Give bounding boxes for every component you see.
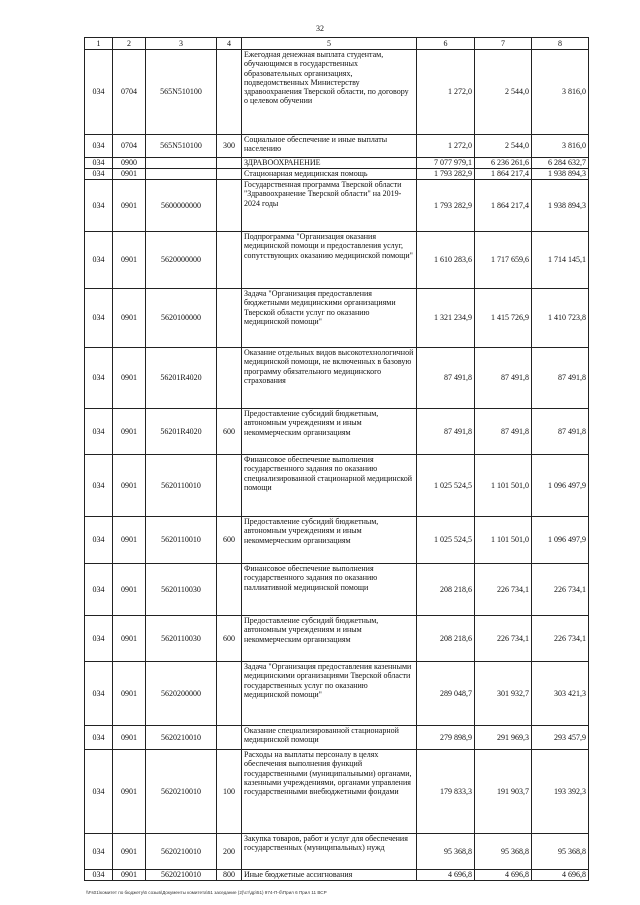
cell-ministry: 034 [85,50,113,135]
cell-section: 0704 [113,135,146,158]
cell-amount-1: 1 025 524,5 [417,455,475,517]
table-row [85,158,589,169]
cell-ministry: 034 [85,135,113,158]
cell-amount-1: 95 368,8 [417,834,475,870]
header-cell: 3 [146,38,217,50]
cell-ministry: 034 [85,455,113,517]
cell-description: ЗДРАВООХРАНЕНИЕ [242,158,417,169]
cell-section: 0900 [113,158,146,169]
cell-section: 0901 [113,662,146,726]
cell-ministry: 034 [85,870,113,881]
cell-amount-1: 1 793 282,9 [417,180,475,232]
cell-amount-3: 4 696,8 [532,870,589,881]
cell-expense-type [217,289,242,348]
cell-amount-3: 87 491,8 [532,409,589,455]
cell-target-article: 565N510100 [146,50,217,135]
cell-amount-2: 301 932,7 [475,662,532,726]
cell-amount-3: 87 491,8 [532,348,589,409]
cell-description: Закупка товаров, работ и услуг для обеспечения государственных (муниципальных) нужд [242,834,417,870]
cell-amount-3: 95 368,8 [532,834,589,870]
cell-section: 0901 [113,616,146,662]
cell-amount-3: 1 938 894,3 [532,169,589,180]
cell-expense-type: 100 [217,750,242,834]
cell-amount-3: 3 816,0 [532,50,589,135]
cell-amount-3: 293 457,9 [532,726,589,750]
cell-amount-2: 291 969,3 [475,726,532,750]
cell-amount-2: 87 491,8 [475,348,532,409]
cell-amount-3: 3 816,0 [532,135,589,158]
table-row [85,564,589,616]
cell-ministry: 034 [85,409,113,455]
cell-amount-2: 4 696,8 [475,870,532,881]
cell-target-article: 5620000000 [146,232,217,289]
table-row [85,232,589,289]
header-cell: 2 [113,38,146,50]
cell-target-article: 5620110010 [146,455,217,517]
cell-description: Социальное обеспечение и иные выплаты населению [242,135,417,158]
cell-target-article [146,158,217,169]
cell-expense-type: 300 [217,135,242,158]
cell-expense-type: 200 [217,834,242,870]
file-path-footer: \\Fs01\комитет по бюджету\6 созыв\Документы комитета\51 заседание (2)\ст\др\51) 974-П-б\Прил 6 Прил 11 ВСР [86,890,327,895]
cell-amount-2: 1 864 217,4 [475,180,532,232]
cell-amount-1: 87 491,8 [417,409,475,455]
cell-section: 0901 [113,289,146,348]
cell-expense-type [217,726,242,750]
cell-target-article: 5620110010 [146,517,217,564]
cell-amount-1: 279 898,9 [417,726,475,750]
cell-amount-3: 6 284 632,7 [532,158,589,169]
cell-amount-2: 1 101 501,0 [475,517,532,564]
cell-amount-1: 289 048,7 [417,662,475,726]
cell-description: Иные бюджетные ассигнования [242,870,417,881]
cell-ministry: 034 [85,750,113,834]
cell-amount-1: 1 321 234,9 [417,289,475,348]
cell-expense-type: 600 [217,517,242,564]
table-row [85,50,589,135]
cell-amount-1: 208 218,6 [417,616,475,662]
table-row [85,169,589,180]
cell-target-article: 5600000000 [146,180,217,232]
table-row [85,750,589,834]
cell-amount-2: 226 734,1 [475,616,532,662]
cell-target-article: 56201R4020 [146,409,217,455]
cell-amount-2: 1 101 501,0 [475,455,532,517]
cell-description: Государственная программа Тверской области "Здравоохранение Тверской области" на 2019-2024 годы [242,180,417,232]
cell-target-article: 5620200000 [146,662,217,726]
cell-amount-1: 1 793 282,9 [417,169,475,180]
header-cell: 8 [532,38,589,50]
cell-section: 0901 [113,726,146,750]
cell-amount-1: 208 218,6 [417,564,475,616]
cell-ministry: 034 [85,180,113,232]
header-cell: 5 [242,38,417,50]
cell-ministry: 034 [85,232,113,289]
cell-expense-type: 600 [217,616,242,662]
cell-section: 0901 [113,750,146,834]
cell-ministry: 034 [85,726,113,750]
cell-amount-2: 95 368,8 [475,834,532,870]
cell-description: Задача "Организация предоставления бюджетными медицинскими организациями Тверской области услуг по оказанию медицинской помощи" [242,289,417,348]
cell-expense-type [217,169,242,180]
cell-target-article: 565N510100 [146,135,217,158]
cell-ministry: 034 [85,517,113,564]
table-row [85,135,589,158]
cell-amount-2: 6 236 261,6 [475,158,532,169]
cell-target-article: 56201R4020 [146,348,217,409]
cell-section: 0901 [113,517,146,564]
cell-amount-3: 1 938 894,3 [532,180,589,232]
cell-ministry: 034 [85,169,113,180]
cell-section: 0901 [113,232,146,289]
cell-expense-type [217,232,242,289]
header-cell: 4 [217,38,242,50]
cell-section: 0901 [113,348,146,409]
table-row [85,662,589,726]
cell-section: 0704 [113,50,146,135]
cell-description: Финансовое обеспечение выполнения государственного задания по оказанию специализированной стационарной медицинской помощи [242,455,417,517]
cell-ministry: 034 [85,616,113,662]
table-row [85,726,589,750]
cell-expense-type [217,158,242,169]
table-row [85,409,589,455]
header-row [85,38,589,50]
cell-description: Стационарная медицинская помощь [242,169,417,180]
cell-description: Задача "Организация предоставления казенными медицинскими организациями Тверской области государственных услуг по оказанию медицинской помощи" [242,662,417,726]
table-row [85,616,589,662]
cell-description: Предоставление субсидий бюджетным, автономным учреждениям и иным некоммерческим организациям [242,517,417,564]
cell-expense-type [217,662,242,726]
cell-amount-2: 191 903,7 [475,750,532,834]
cell-description: Ежегодная денежная выплата студентам, обучающимся в государственных образовательных организациях, подведомственных Министерству здравоохранения Тверской области, по договору о целевом обучении [242,50,417,135]
cell-expense-type: 600 [217,409,242,455]
cell-amount-3: 303 421,3 [532,662,589,726]
cell-target-article: 5620110030 [146,564,217,616]
cell-amount-3: 1 714 145,1 [532,232,589,289]
cell-section: 0901 [113,180,146,232]
header-cell: 1 [85,38,113,50]
cell-amount-3: 1 096 497,9 [532,517,589,564]
cell-amount-2: 2 544,0 [475,50,532,135]
header-cell: 7 [475,38,532,50]
cell-description: Оказание отдельных видов высокотехнологичной медицинской помощи, не включенных в базовую программу обязательного медицинского страхования [242,348,417,409]
table-row [85,870,589,881]
cell-amount-3: 1 410 723,8 [532,289,589,348]
cell-amount-3: 193 392,3 [532,750,589,834]
cell-amount-2: 226 734,1 [475,564,532,616]
cell-expense-type [217,455,242,517]
cell-description: Финансовое обеспечение выполнения государственного задания по оказанию паллиативной медицинской помощи [242,564,417,616]
table-row [85,348,589,409]
budget-table [84,37,589,881]
cell-ministry: 034 [85,158,113,169]
cell-target-article: 5620210010 [146,870,217,881]
cell-description: Подпрограмма "Организация оказания медицинской помощи и предоставления услуг, сопутствующих оказанию медицинской помощи" [242,232,417,289]
cell-amount-2: 87 491,8 [475,409,532,455]
cell-expense-type [217,564,242,616]
cell-section: 0901 [113,834,146,870]
cell-ministry: 034 [85,834,113,870]
table-row [85,517,589,564]
cell-amount-1: 1 610 283,6 [417,232,475,289]
cell-amount-3: 226 734,1 [532,564,589,616]
cell-ministry: 034 [85,564,113,616]
cell-expense-type [217,50,242,135]
cell-amount-3: 1 096 497,9 [532,455,589,517]
cell-amount-1: 87 491,8 [417,348,475,409]
cell-section: 0901 [113,870,146,881]
table-row [85,834,589,870]
cell-amount-1: 1 272,0 [417,50,475,135]
cell-section: 0901 [113,409,146,455]
cell-target-article: 5620210010 [146,726,217,750]
cell-target-article: 5620210010 [146,750,217,834]
cell-amount-1: 4 696,8 [417,870,475,881]
cell-description: Расходы на выплаты персоналу в целях обеспечения выполнения функций государственными (муниципальными) органами, казенными учреждениями, органами управления государственными внебюджетными фондами [242,750,417,834]
table-row [85,455,589,517]
cell-expense-type: 800 [217,870,242,881]
cell-description: Оказание специализированной стационарной медицинской помощи [242,726,417,750]
cell-ministry: 034 [85,662,113,726]
table-row [85,180,589,232]
cell-description: Предоставление субсидий бюджетным, автономным учреждениям и иным некоммерческим организациям [242,409,417,455]
cell-amount-1: 1 272,0 [417,135,475,158]
header-cell: 6 [417,38,475,50]
cell-ministry: 034 [85,289,113,348]
cell-section: 0901 [113,169,146,180]
cell-target-article: 5620110030 [146,616,217,662]
cell-amount-2: 1 717 659,6 [475,232,532,289]
cell-target-article [146,169,217,180]
cell-amount-2: 1 415 726,9 [475,289,532,348]
cell-section: 0901 [113,564,146,616]
cell-amount-3: 226 734,1 [532,616,589,662]
cell-amount-1: 7 077 979,1 [417,158,475,169]
cell-ministry: 034 [85,348,113,409]
cell-amount-1: 179 833,3 [417,750,475,834]
cell-description: Предоставление субсидий бюджетным, автономным учреждениям и иным некоммерческим организациям [242,616,417,662]
cell-amount-2: 1 864 217,4 [475,169,532,180]
cell-expense-type [217,348,242,409]
page-number: 32 [316,24,324,33]
cell-target-article: 5620100000 [146,289,217,348]
cell-section: 0901 [113,455,146,517]
cell-target-article: 5620210010 [146,834,217,870]
table-row [85,289,589,348]
cell-expense-type [217,180,242,232]
cell-amount-2: 2 544,0 [475,135,532,158]
cell-amount-1: 1 025 524,5 [417,517,475,564]
